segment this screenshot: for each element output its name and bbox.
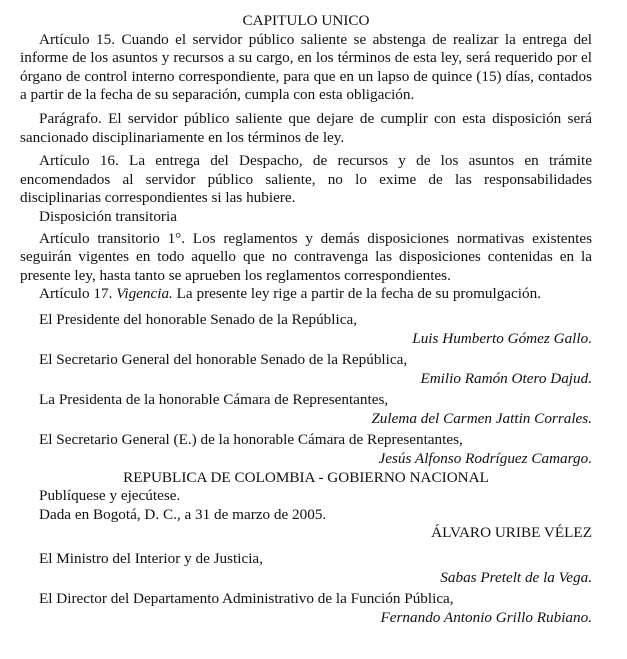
article-15: Artículo 15. Cuando el servidor público saliente se abstenga de realizar la entrega del informe de los asuntos y recursos a su cargo, en los términos de esta ley, será requerido por el órgano de control interno correspondiente, para que en un lapso de quince (15) días, contados a partir de la fecha de su separación, cumpla con esta obligación. — [20, 30, 592, 104]
signature-role: La Presidenta de la honorable Cámara de Representantes, — [39, 391, 389, 409]
signature-name: Emilio Ramón Otero Dajud. — [420, 369, 592, 387]
signature-chamber-president — [20, 391, 592, 428]
law-document — [20, 12, 592, 627]
signature-role: El Ministro del Interior y de Justicia, — [39, 550, 263, 568]
signature-senate-president — [20, 311, 592, 348]
chapter-title: CAPITULO UNICO — [242, 12, 370, 29]
article-16: Artículo 16. La entrega del Despacho, de recursos y de los asuntos en trámite encomendados al servidor público saliente, no lo exime de las responsabilidades disciplinarias correspondientes si las hubiere. — [20, 152, 592, 207]
signature-public-function-director — [20, 590, 592, 627]
article-17-prefix: Artículo 17. — [39, 285, 117, 303]
signature-role: El Secretario General del honorable Senado de la República, — [39, 351, 408, 369]
article-17 — [20, 285, 592, 304]
signature-name: Luis Humberto Gómez Gallo. — [412, 329, 592, 347]
signature-minister-interior — [20, 550, 592, 587]
signature-role: El Secretario General (E.) de la honorable Cámara de Representantes, — [39, 431, 463, 449]
transitory-heading: Disposición transitoria — [39, 207, 177, 225]
signature-senate-secretary — [20, 351, 592, 388]
government-title: REPUBLICA DE COLOMBIA - GOBIERNO NACIONAL — [123, 468, 489, 486]
president-name: ÁLVARO URIBE VÉLEZ — [431, 524, 592, 542]
article-17-title: Vigencia. — [116, 285, 173, 303]
signature-name: Sabas Pretelt de la Vega. — [440, 568, 592, 586]
signature-chamber-secretary — [20, 431, 592, 468]
signature-role: El Director del Departamento Administrativo de la Función Pública, — [39, 590, 454, 608]
signature-role: El Presidente del honorable Senado de la República, — [39, 310, 357, 328]
paragrafo: Parágrafo. El servidor público saliente que dejare de cumplir con esta disposición será sancionado disciplinariamente en los términos de ley. — [20, 109, 592, 146]
article-transitory-1: Artículo transitorio 1°. Los reglamentos y demás disposiciones normativas existentes seguirán vigentes en todo aquello que no contravenga las disposiciones contenidas en la presente ley, hasta tanto se aprueben los reglamentos correspondientes. — [20, 229, 592, 284]
article-17-body: La presente ley rige a partir de la fecha de su promulgación. — [172, 285, 541, 303]
signature-name: Zulema del Carmen Jattin Corrales. — [371, 409, 592, 427]
signature-name: Fernando Antonio Grillo Rubiano. — [380, 608, 592, 626]
publiquese-line: Publíquese y ejecútese. — [39, 487, 181, 505]
date-line: Dada en Bogotá, D. C., a 31 de marzo de 2005. — [39, 505, 327, 523]
signature-name: Jesús Alfonso Rodríguez Camargo. — [378, 450, 592, 468]
